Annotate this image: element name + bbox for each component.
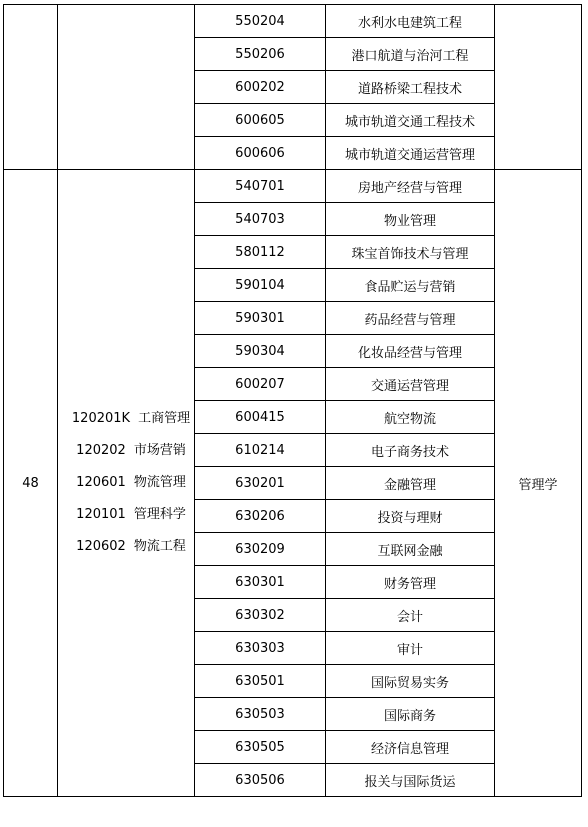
undergrad-major-item — [68, 473, 194, 493]
vocational-code-cell: 630201 — [195, 467, 326, 500]
undergrad-major-code: 120202 — [76, 443, 126, 458]
vocational-code-cell: 630301 — [195, 566, 326, 599]
undergrad-major-code: 120201K — [71, 411, 131, 426]
vocational-code-cell: 590304 — [195, 335, 326, 368]
vocational-code-cell: 600207 — [195, 368, 326, 401]
vocational-name-cell: 金融管理 — [326, 467, 495, 500]
table-row — [4, 170, 582, 203]
vocational-code-cell: 540701 — [195, 170, 326, 203]
undergrad-major-item — [68, 441, 194, 461]
undergrad-major-code: 120101 — [76, 507, 126, 522]
undergrad-major-name: 市场营销 — [133, 443, 186, 458]
vocational-name-cell: 城市轨道交通运营管理 — [326, 137, 495, 170]
vocational-code-cell: 600202 — [195, 71, 326, 104]
vocational-code-cell: 630303 — [195, 632, 326, 665]
undergrad-major-item — [68, 505, 194, 525]
vocational-code-cell: 540703 — [195, 203, 326, 236]
vocational-name-cell: 报关与国际货运 — [326, 764, 495, 797]
vocational-code-cell: 630505 — [195, 731, 326, 764]
undergrad-major-name: 工商管理 — [138, 411, 191, 426]
vocational-name-cell: 财务管理 — [326, 566, 495, 599]
vocational-code-cell: 550206 — [195, 38, 326, 71]
undergrad-major-name: 物流管理 — [133, 475, 186, 490]
vocational-name-cell: 国际贸易实务 — [326, 665, 495, 698]
undergrad-major-list — [58, 409, 194, 557]
vocational-name-cell: 道路桥梁工程技术 — [326, 71, 495, 104]
vocational-name-cell: 互联网金融 — [326, 533, 495, 566]
undergrad-major-name: 管理科学 — [133, 507, 186, 522]
group-number-cell — [4, 5, 58, 170]
vocational-name-cell: 化妆品经营与管理 — [326, 335, 495, 368]
category-cell: 管理学 — [495, 170, 582, 797]
vocational-code-cell: 580112 — [195, 236, 326, 269]
vocational-name-cell: 房地产经营与管理 — [326, 170, 495, 203]
vocational-name-cell: 审计 — [326, 632, 495, 665]
vocational-code-cell: 550204 — [195, 5, 326, 38]
vocational-name-cell: 电子商务技术 — [326, 434, 495, 467]
vocational-code-cell: 610214 — [195, 434, 326, 467]
vocational-code-cell: 630506 — [195, 764, 326, 797]
major-mapping-table — [3, 4, 582, 797]
vocational-code-cell: 600415 — [195, 401, 326, 434]
vocational-name-cell: 珠宝首饰技术与管理 — [326, 236, 495, 269]
vocational-code-cell: 630206 — [195, 500, 326, 533]
vocational-name-cell: 经济信息管理 — [326, 731, 495, 764]
vocational-code-cell: 630302 — [195, 599, 326, 632]
undergrad-major-item — [68, 409, 194, 429]
table-row — [4, 5, 582, 38]
vocational-code-cell: 590104 — [195, 269, 326, 302]
undergrad-major-code: 120602 — [76, 539, 126, 554]
vocational-name-cell: 食品贮运与营销 — [326, 269, 495, 302]
vocational-name-cell: 药品经营与管理 — [326, 302, 495, 335]
vocational-code-cell: 630503 — [195, 698, 326, 731]
vocational-name-cell: 港口航道与治河工程 — [326, 38, 495, 71]
undergrad-major-item — [68, 537, 194, 557]
vocational-name-cell: 交通运营管理 — [326, 368, 495, 401]
vocational-code-cell: 630501 — [195, 665, 326, 698]
vocational-name-cell: 航空物流 — [326, 401, 495, 434]
vocational-code-cell: 590301 — [195, 302, 326, 335]
vocational-name-cell: 会计 — [326, 599, 495, 632]
group-number-cell: 48 — [4, 170, 58, 797]
vocational-code-cell: 600606 — [195, 137, 326, 170]
undergrad-major-name: 物流工程 — [133, 539, 186, 554]
category-cell — [495, 5, 582, 170]
vocational-name-cell: 水利水电建筑工程 — [326, 5, 495, 38]
vocational-name-cell: 城市轨道交通工程技术 — [326, 104, 495, 137]
vocational-code-cell: 600605 — [195, 104, 326, 137]
undergrad-major-code: 120601 — [76, 475, 126, 490]
undergrad-major-cell — [58, 5, 195, 170]
vocational-name-cell: 物业管理 — [326, 203, 495, 236]
vocational-code-cell: 630209 — [195, 533, 326, 566]
vocational-name-cell: 国际商务 — [326, 698, 495, 731]
undergrad-major-cell — [58, 170, 195, 797]
vocational-name-cell: 投资与理财 — [326, 500, 495, 533]
